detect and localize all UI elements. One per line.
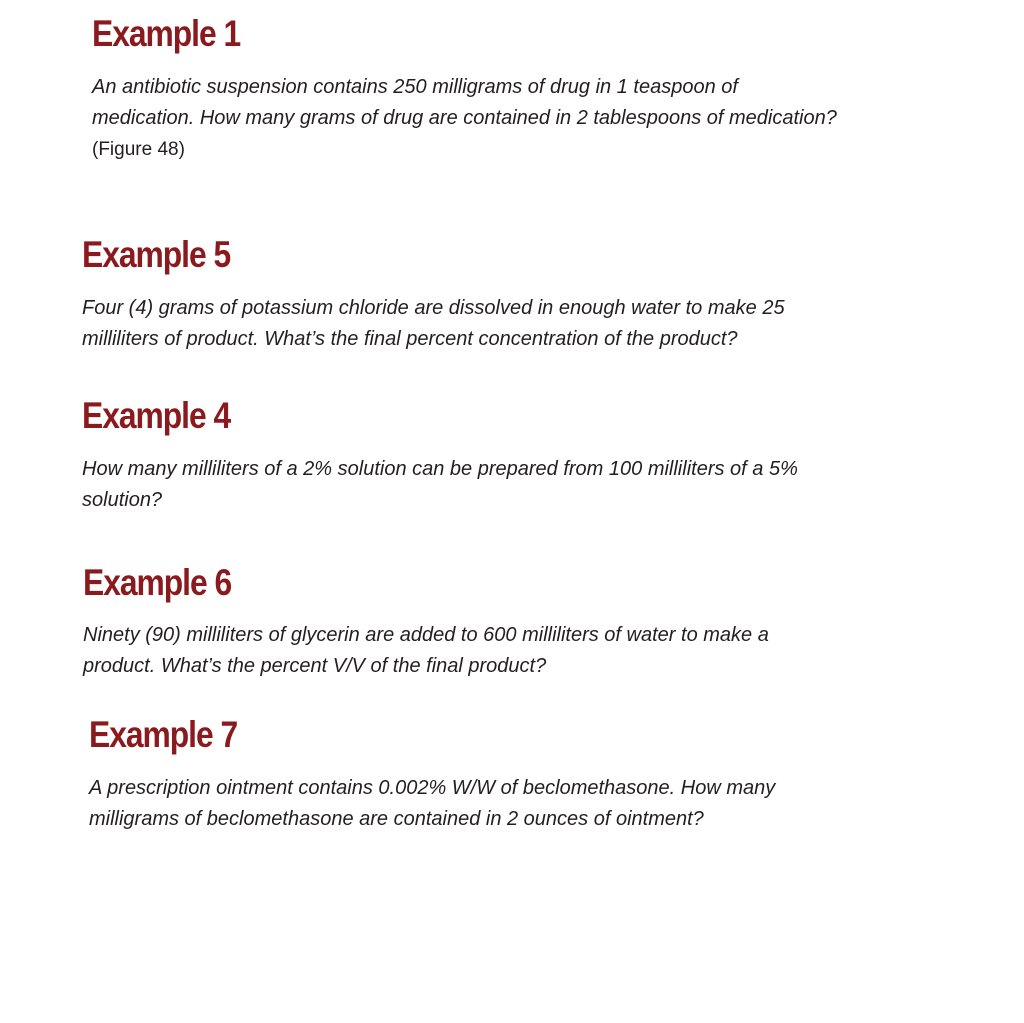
- example-4: [82, 396, 798, 516]
- example-1-figure-reference: (Figure 48): [92, 139, 185, 160]
- example-5-title: Example 5: [82, 234, 231, 275]
- example-1: [92, 14, 837, 165]
- example-1-line-2: medication. How many grams of drug are contained in 2 tablespoons of medication?: [92, 107, 837, 129]
- example-6-title: Example 6: [83, 562, 232, 603]
- example-5: [82, 235, 785, 355]
- example-7: [89, 715, 775, 835]
- example-6-line-2: product. What’s the percent V/V of the final product?: [83, 655, 547, 677]
- example-5-question: [82, 293, 785, 355]
- example-5-line-2: milliliters of product. What’s the final percent concentration of the product?: [82, 328, 738, 350]
- example-1-title: Example 1: [92, 13, 241, 54]
- example-7-title: Example 7: [89, 714, 238, 755]
- example-7-line-2: milligrams of beclomethasone are contained in 2 ounces of ointment?: [89, 808, 704, 830]
- example-1-line-1: An antibiotic suspension contains 250 milligrams of drug in 1 teaspoon of: [92, 76, 738, 98]
- example-4-line-1: How many milliliters of a 2% solution can be prepared from 100 milliliters of a 5%: [82, 458, 798, 480]
- example-4-line-2: solution?: [82, 489, 163, 511]
- example-6: [83, 563, 769, 682]
- example-5-line-1: Four (4) grams of potassium chloride are dissolved in enough water to make 25: [82, 297, 785, 319]
- example-6-line-1: Ninety (90) milliliters of glycerin are added to 600 milliliters of water to make a: [83, 624, 769, 646]
- example-4-title: Example 4: [82, 395, 231, 436]
- example-1-question: [92, 72, 837, 165]
- example-7-question: [89, 773, 775, 835]
- example-6-question: [83, 620, 769, 682]
- example-7-line-1: A prescription ointment contains 0.002% W/W of beclomethasone. How many: [89, 777, 776, 799]
- example-4-question: [82, 454, 798, 516]
